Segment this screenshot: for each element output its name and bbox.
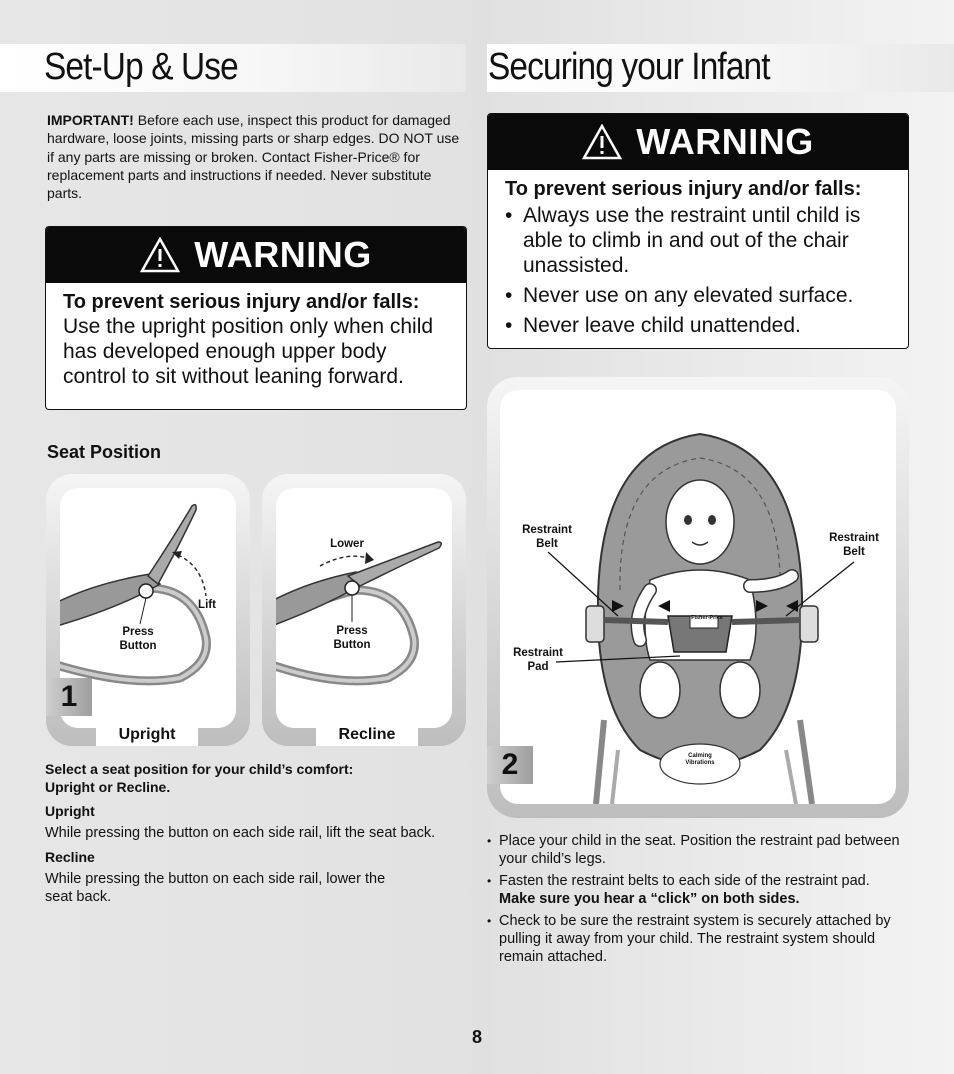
- label-button: Button: [333, 639, 371, 651]
- securing-step: • Check to be sure the restraint system is securely attached by pulling it away from your child. The restraint system should remain attached.: [487, 912, 907, 966]
- label-restraint: Restraint: [829, 532, 879, 544]
- left-page-title: Set-Up & Use: [44, 46, 238, 88]
- right-page-title: Securing your Infant: [488, 46, 770, 88]
- figure-securing-canvas: [500, 390, 896, 804]
- label-press: Press: [122, 626, 154, 638]
- label-button: Button: [119, 640, 157, 652]
- label-restraint: Restraint: [513, 647, 563, 659]
- left-warning-box: [45, 226, 467, 410]
- right-warning-box: [487, 113, 909, 349]
- important-notice: [47, 111, 465, 202]
- caption-upright: Upright: [96, 724, 198, 746]
- right-warning-bullet: • Never use on any elevated surface.: [505, 283, 894, 308]
- right-warning-bullets: [505, 203, 894, 338]
- label-press-button-recline: [322, 624, 382, 652]
- right-warning-title: WARNING: [636, 121, 814, 162]
- seat-recline-illustration: [276, 488, 452, 728]
- securing-step-text: Fasten the restraint belts to each side of the restraint pad.: [499, 873, 870, 889]
- important-label: IMPORTANT!: [47, 112, 134, 128]
- right-warning-bullet: • Always use the restraint until child is able to climb in and out of the chair unassisted.: [505, 203, 873, 278]
- left-warning-title: WARNING: [194, 234, 372, 275]
- fisher-price-logo: Fisher-Price: [691, 615, 723, 621]
- left-warning-header: [46, 227, 466, 283]
- label-restraint-pad: [505, 646, 571, 674]
- seat-position-heading: Seat Position: [47, 442, 162, 462]
- recline-text: [45, 870, 385, 906]
- label-belt: Belt: [843, 546, 865, 558]
- upright-heading: Upright: [45, 803, 95, 819]
- securing-step-bold: Make sure you hear a “click” on both sides.: [499, 891, 800, 907]
- label-lower: Lower: [330, 538, 364, 550]
- securing-step: [487, 872, 907, 908]
- securing-steps: [487, 832, 907, 970]
- left-warning-subheading: To prevent serious injury and/or falls:: [63, 291, 420, 313]
- right-warning-subheading: To prevent serious injury and/or falls:: [505, 178, 862, 200]
- page-number: 8: [471, 1027, 482, 1047]
- warning-triangle-icon: [140, 237, 180, 273]
- label-restraint-belt-right: [821, 531, 887, 559]
- important-text: Before each use, inspect this product for damaged hardware, loose joints, missing parts or sharp edges. DO NOT use if any parts are missing or broken. Contact Fisher-Price® for replacement parts and instructions if needed. Never substitute parts.: [47, 112, 460, 202]
- label-lift: Lift: [198, 599, 216, 611]
- recline-text-line-2: seat back.: [45, 889, 112, 905]
- label-pad: Pad: [527, 661, 549, 673]
- intro-line-2: Upright or Recline.: [45, 779, 171, 795]
- securing-step: • Place your child in the seat. Position the restraint pad between your child’s legs.: [487, 832, 907, 868]
- vibe-line-1: Calming: [688, 753, 712, 759]
- label-press: Press: [336, 625, 368, 637]
- right-warning-bullet: • Never leave child unattended.: [505, 313, 894, 338]
- calming-vibrations-label: [680, 753, 720, 767]
- right-warning-header: [488, 114, 908, 170]
- recline-text-line-1: While pressing the button on each side rail, lower the: [45, 871, 386, 887]
- intro-line-1: Select a seat position for your child’s comfort:: [45, 761, 354, 777]
- upright-text: While pressing the button on each side rail, lift the seat back.: [45, 825, 436, 841]
- label-restraint: Restraint: [522, 524, 572, 536]
- infant-seat-illustration: [500, 390, 896, 804]
- left-warning-text: Use the upright position only when child has developed enough upper body control to sit without leaning forward.: [63, 315, 434, 388]
- vibe-line-2: Vibrations: [685, 760, 715, 766]
- instructions-intro: [45, 760, 353, 796]
- step-number-1: 1: [46, 678, 92, 716]
- warning-triangle-icon: [582, 124, 622, 160]
- step-number-2: 2: [487, 746, 533, 784]
- caption-recline: Recline: [316, 724, 418, 746]
- label-belt: Belt: [536, 538, 558, 550]
- figure-recline-canvas: [276, 488, 452, 728]
- label-restraint-belt-left: [514, 523, 580, 551]
- recline-heading: Recline: [45, 849, 95, 865]
- label-press-button-upright: [108, 625, 168, 653]
